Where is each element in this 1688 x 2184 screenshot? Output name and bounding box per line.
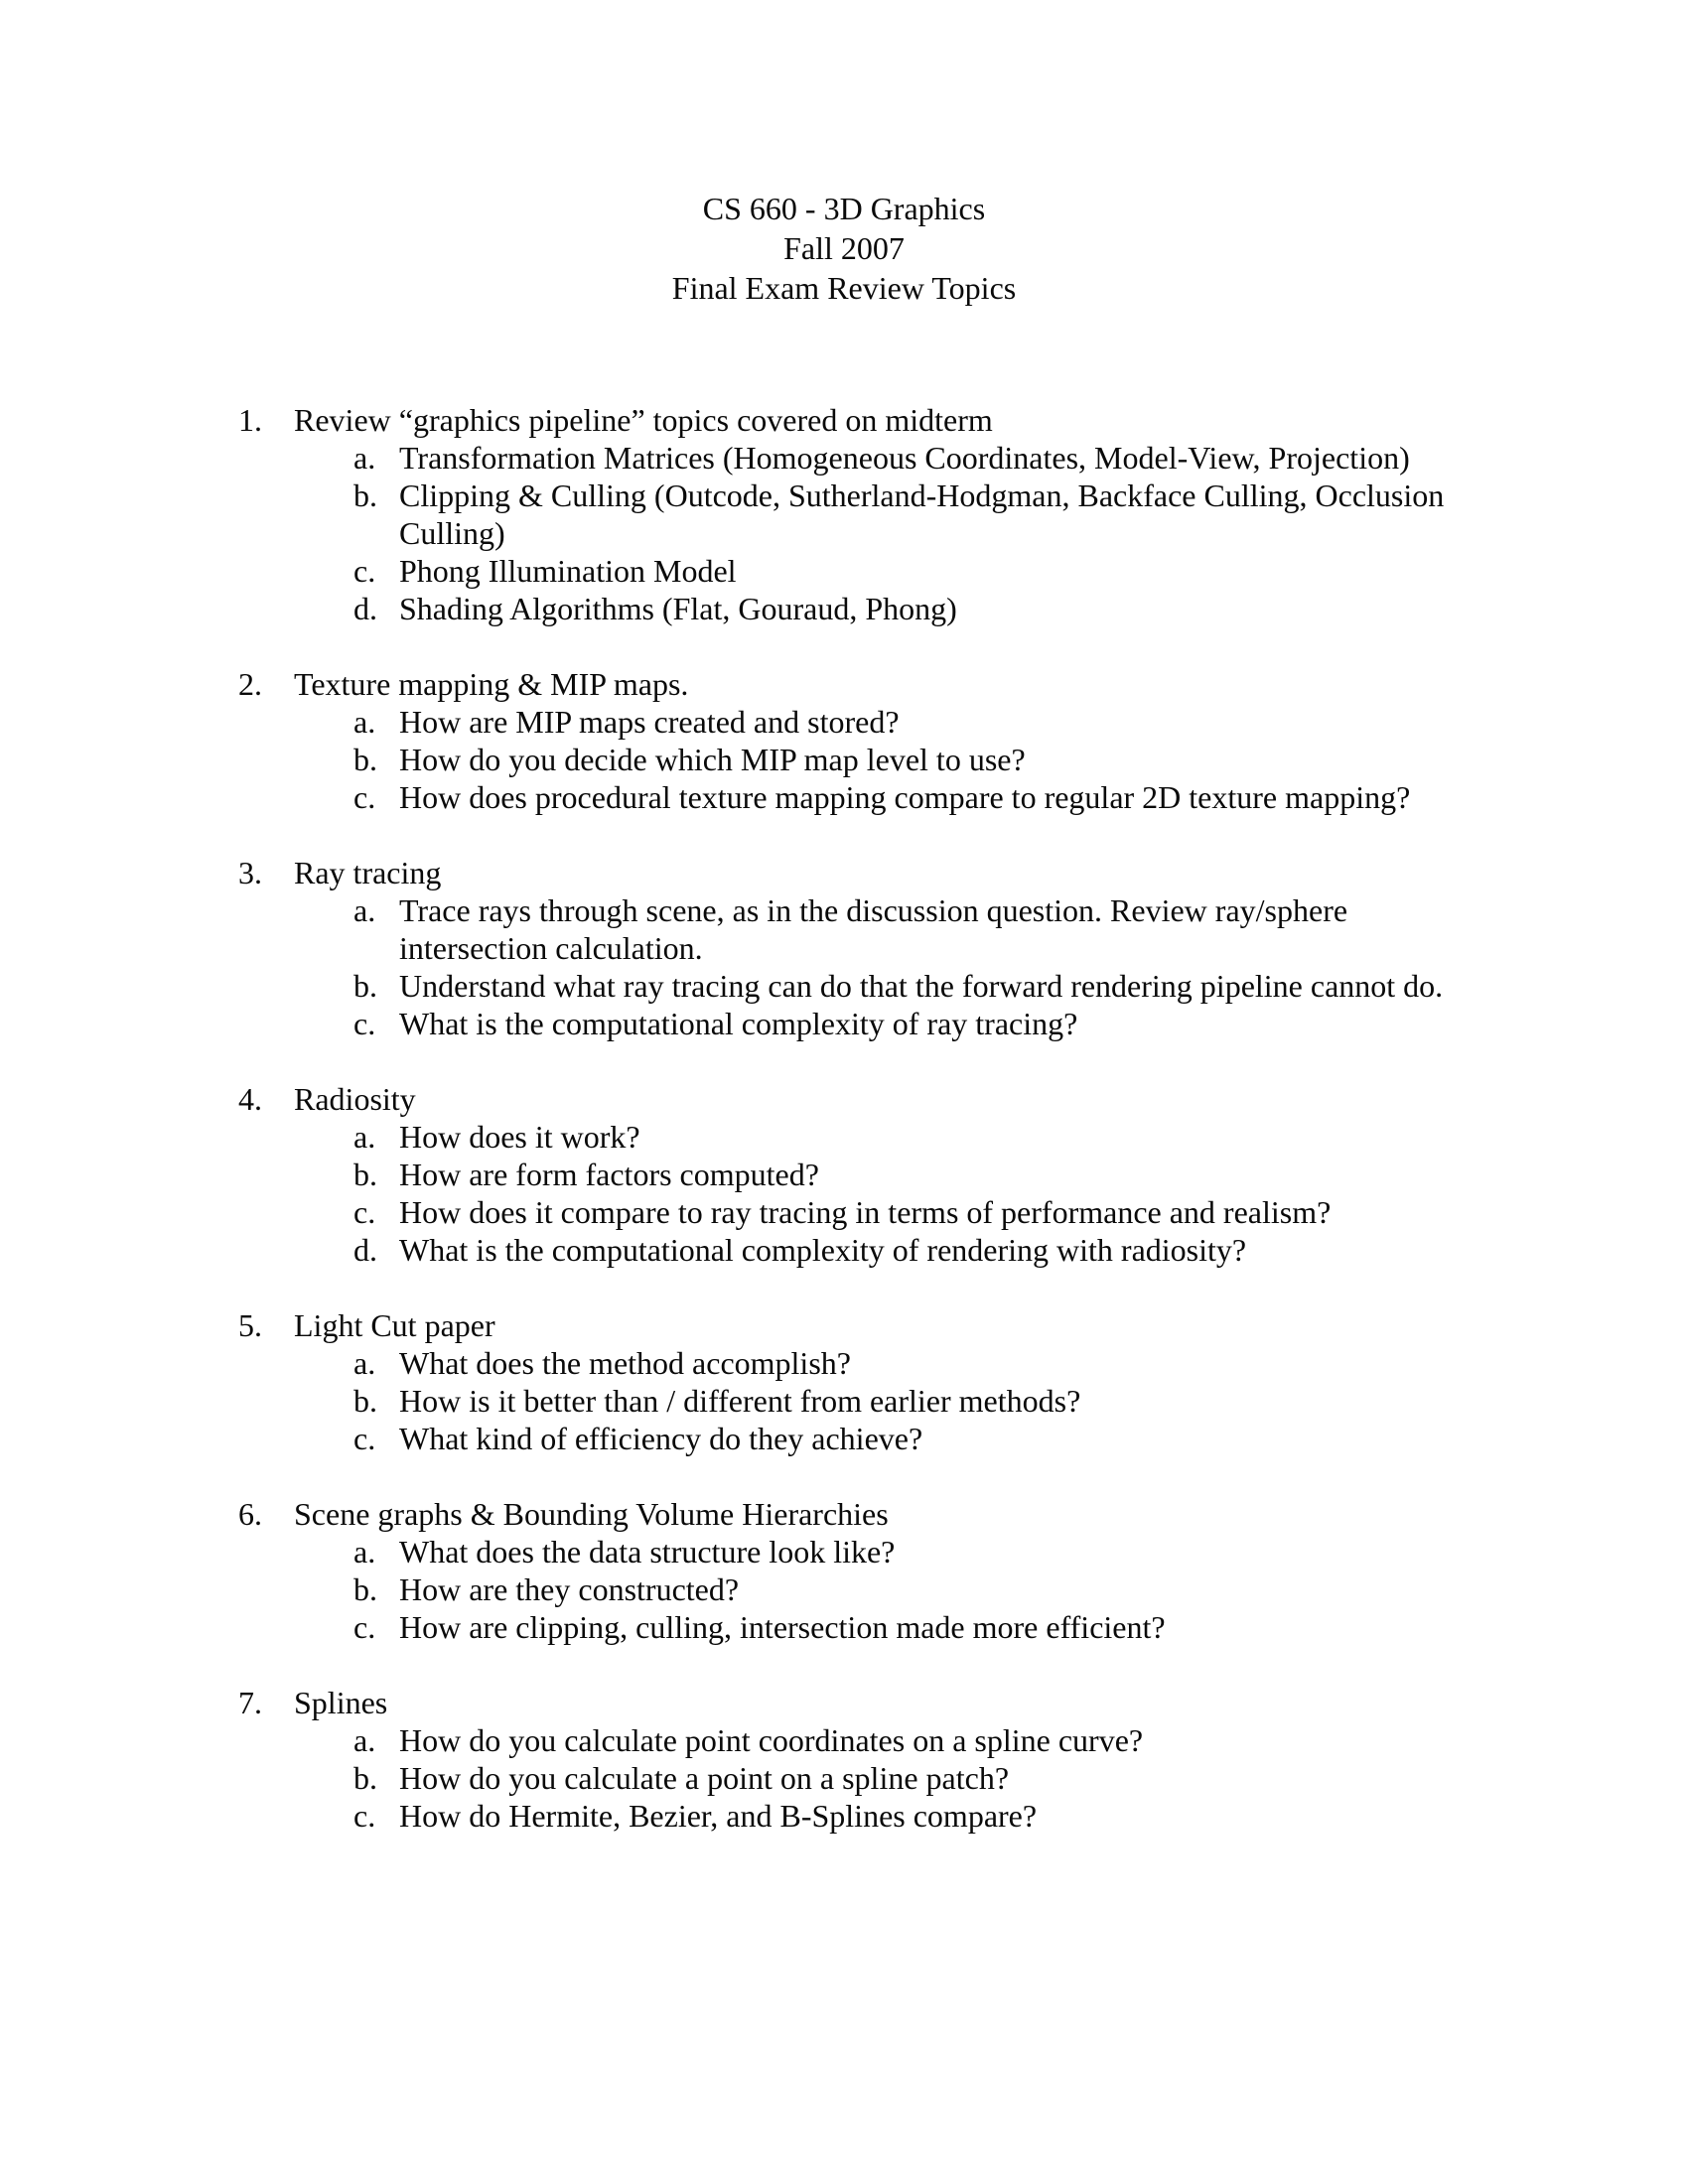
item-letter: a.: [353, 704, 376, 740]
item-letter: a.: [353, 1345, 376, 1381]
section-texture-mapping: [0, 665, 1688, 816]
section-number: 1.: [238, 402, 262, 438]
item-text: What is the computational complexity of rendering with radiosity?: [399, 1232, 1247, 1268]
section-number: 7.: [238, 1685, 262, 1720]
section-light-cut-paper: [0, 1306, 1688, 1457]
section-number: 6.: [238, 1496, 262, 1532]
item-letter: a.: [353, 1722, 376, 1758]
list-item: [353, 552, 1489, 590]
section-number: 3.: [238, 855, 262, 890]
list-item: [353, 967, 1489, 1005]
list-item: [353, 439, 1489, 477]
list-item: [353, 1344, 1489, 1382]
item-letter: b.: [353, 1571, 377, 1607]
item-text: What is the computational complexity of ray tracing?: [399, 1006, 1078, 1041]
list-item: [353, 1570, 1489, 1608]
list-item: [353, 703, 1489, 741]
item-text: How do you calculate a point on a spline patch?: [399, 1760, 1010, 1796]
item-text: What does the method accomplish?: [399, 1345, 851, 1381]
section-heading-text: Review “graphics pipeline” topics covered on midterm: [294, 402, 993, 438]
list-item: [353, 1533, 1489, 1570]
section-heading: [238, 1306, 1529, 1344]
section-heading: [238, 1495, 1529, 1533]
item-letter: a.: [353, 1119, 376, 1155]
list-item: [353, 1118, 1489, 1156]
list-item: [353, 778, 1489, 816]
section-splines: [0, 1684, 1688, 1835]
section-heading-text: Texture mapping & MIP maps.: [294, 666, 689, 702]
section-heading-text: Scene graphs & Bounding Volume Hierarchies: [294, 1496, 889, 1532]
item-text: How do you calculate point coordinates on a spline curve?: [399, 1722, 1144, 1758]
item-letter: d.: [353, 591, 377, 626]
item-text: Trace rays through scene, as in the discussion question. Review ray/sphere intersection calculation.: [399, 892, 1348, 966]
item-letter: c.: [353, 553, 376, 589]
section-number: 2.: [238, 666, 262, 702]
item-letter: c.: [353, 1798, 376, 1834]
section-number: 4.: [238, 1081, 262, 1117]
section-heading-text: Ray tracing: [294, 855, 442, 890]
title-line-course: CS 660 - 3D Graphics: [702, 191, 986, 226]
item-letter: b.: [353, 1157, 377, 1192]
document-title-block: [0, 0, 1688, 308]
item-text: Shading Algorithms (Flat, Gouraud, Phong): [399, 591, 957, 626]
item-letter: a.: [353, 892, 376, 928]
item-letter: a.: [353, 440, 376, 476]
section-radiosity: [0, 1080, 1688, 1269]
item-text: How does procedural texture mapping compare to regular 2D texture mapping?: [399, 779, 1411, 815]
section-heading: [238, 1684, 1529, 1721]
section-number: 5.: [238, 1307, 262, 1343]
list-item: [353, 1759, 1489, 1797]
item-text: How are clipping, culling, intersection made more efficient?: [399, 1609, 1166, 1645]
list-item: [353, 1797, 1489, 1835]
item-text: How are form factors computed?: [399, 1157, 819, 1192]
list-item: [353, 1156, 1489, 1193]
item-letter: d.: [353, 1232, 377, 1268]
section-heading-text: Splines: [294, 1685, 388, 1720]
section-scene-graphs-bvh: [0, 1495, 1688, 1646]
title-line-term: Fall 2007: [783, 230, 905, 266]
item-letter: b.: [353, 478, 377, 513]
section-heading: [238, 665, 1529, 703]
section-heading-text: Light Cut paper: [294, 1307, 495, 1343]
section-heading: [238, 401, 1529, 439]
title-line-subject: Final Exam Review Topics: [671, 270, 1017, 306]
item-letter: c.: [353, 1006, 376, 1041]
section-heading-text: Radiosity: [294, 1081, 416, 1117]
list-item: [353, 1193, 1489, 1231]
list-item: [353, 590, 1489, 627]
item-letter: c.: [353, 1421, 376, 1456]
item-text: What does the data structure look like?: [399, 1534, 896, 1570]
item-letter: b.: [353, 1383, 377, 1419]
list-item: [353, 1231, 1489, 1269]
item-text: How are they constructed?: [399, 1571, 740, 1607]
section-ray-tracing: [0, 854, 1688, 1042]
item-letter: a.: [353, 1534, 376, 1570]
item-text: How does it compare to ray tracing in terms of performance and realism?: [399, 1194, 1332, 1230]
list-item: [353, 891, 1489, 967]
item-text: Clipping & Culling (Outcode, Sutherland-Hodgman, Backface Culling, Occlusion Culling): [399, 478, 1445, 551]
item-text: What kind of efficiency do they achieve?: [399, 1421, 923, 1456]
list-item: [353, 1420, 1489, 1457]
item-text: Transformation Matrices (Homogeneous Coordinates, Model-View, Projection): [399, 440, 1410, 476]
section-heading: [238, 854, 1529, 891]
list-item: [353, 1608, 1489, 1646]
section-graphics-pipeline: [0, 401, 1688, 627]
list-item: [353, 741, 1489, 778]
item-text: How does it work?: [399, 1119, 640, 1155]
list-item: [353, 1721, 1489, 1759]
item-text: Phong Illumination Model: [399, 553, 737, 589]
item-text: How do Hermite, Bezier, and B-Splines compare?: [399, 1798, 1038, 1834]
review-topics-list: [0, 401, 1688, 1835]
list-item: [353, 1005, 1489, 1042]
item-text: Understand what ray tracing can do that the forward rendering pipeline cannot do.: [399, 968, 1444, 1004]
item-letter: c.: [353, 1609, 376, 1645]
item-letter: b.: [353, 1760, 377, 1796]
item-text: How are MIP maps created and stored?: [399, 704, 900, 740]
item-letter: c.: [353, 779, 376, 815]
item-letter: b.: [353, 968, 377, 1004]
item-text: How is it better than / different from earlier methods?: [399, 1383, 1081, 1419]
section-heading: [238, 1080, 1529, 1118]
item-letter: b.: [353, 742, 377, 777]
list-item: [353, 1382, 1489, 1420]
list-item: [353, 477, 1489, 552]
item-text: How do you decide which MIP map level to use?: [399, 742, 1026, 777]
item-letter: c.: [353, 1194, 376, 1230]
